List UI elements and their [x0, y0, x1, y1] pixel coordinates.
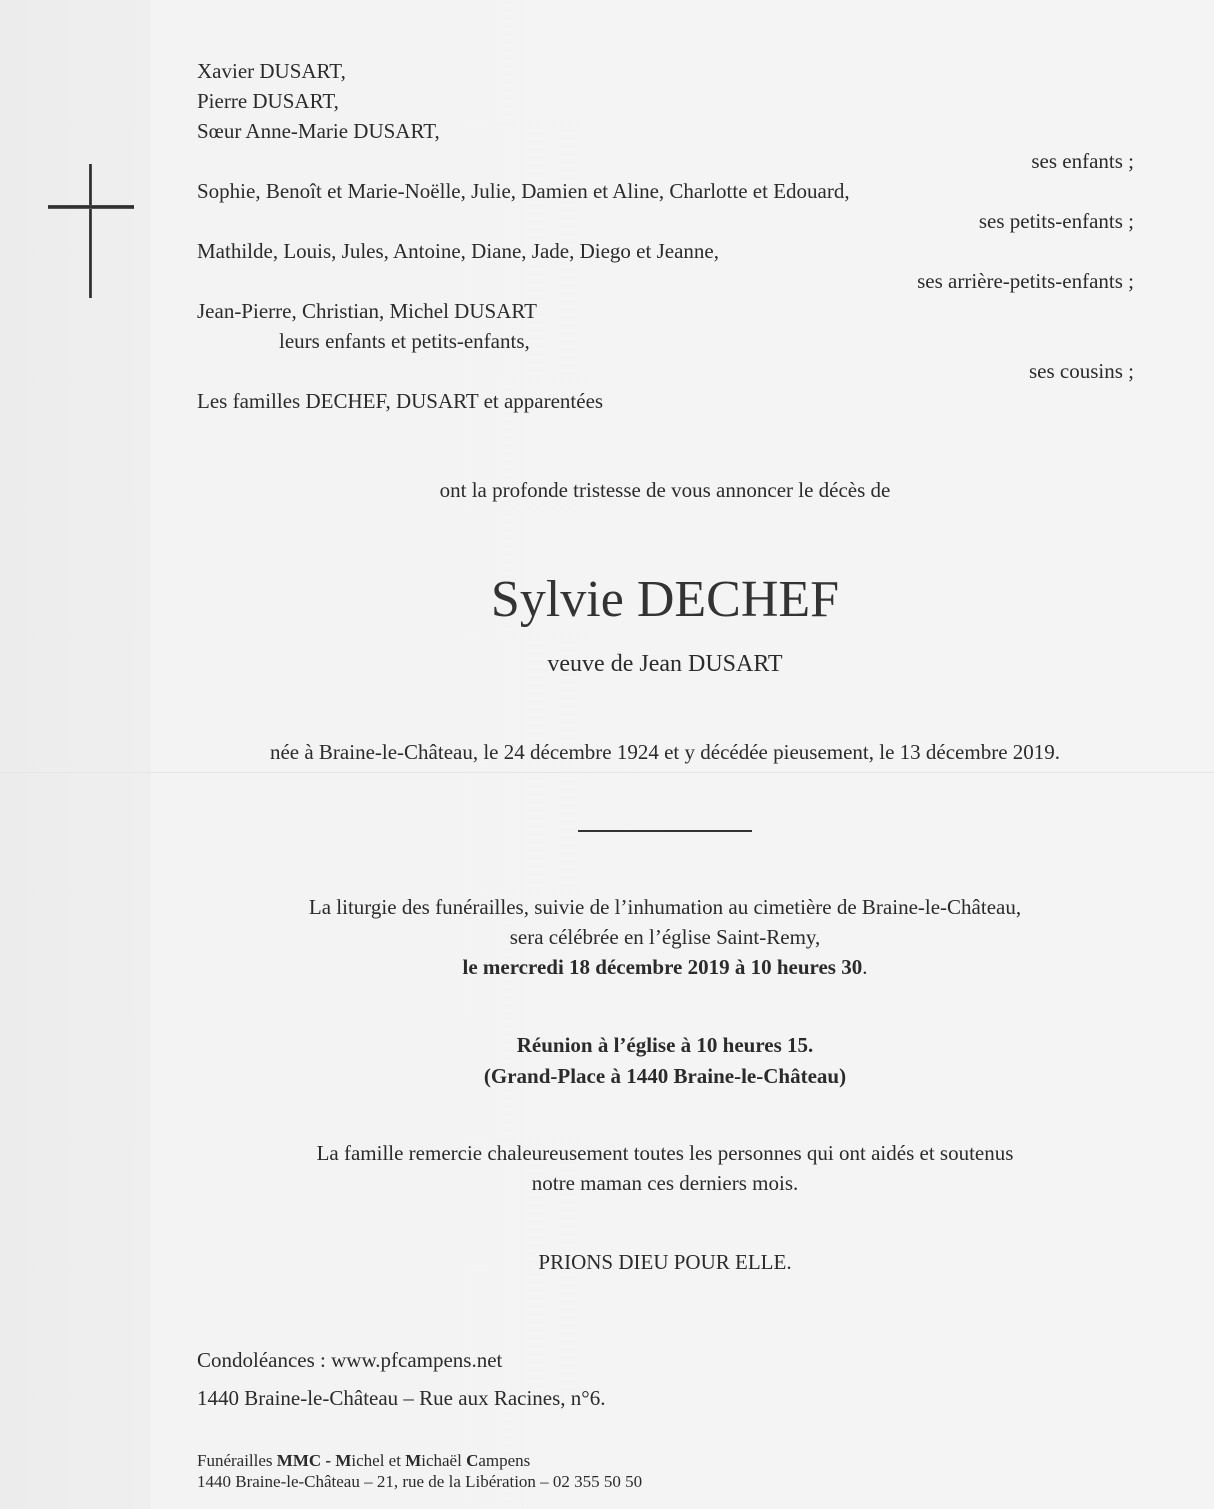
- funeral-home-address: 1440 Braine-le-Château – 21, rue de la Libération – 02 355 50 50: [197, 1472, 643, 1491]
- footer-ichel: ichel et: [351, 1451, 406, 1470]
- ceremony-date-period: .: [862, 955, 868, 979]
- condolences-address: 1440 Braine-le-Château – Rue aux Racines, n°6.: [197, 1386, 606, 1410]
- grandchildren-names: Sophie, Benoît et Marie-Noëlle, Julie, Damien et Aline, Charlotte et Edouard,: [197, 179, 850, 203]
- footer-m2: M: [405, 1451, 422, 1470]
- families-line: Les familles DECHEF, DUSART et apparentées: [197, 389, 604, 413]
- divider: [578, 830, 752, 832]
- footer-prefix: Funérailles: [197, 1451, 277, 1470]
- child-name-1: Xavier DUSART,: [197, 59, 346, 83]
- cousins-children: leurs enfants et petits-enfants,: [279, 329, 530, 353]
- footer-ampens: ampens: [478, 1451, 531, 1470]
- grandchildren-role: ses petits-enfants ;: [978, 209, 1134, 233]
- ceremony-line-1: La liturgie des funérailles, suivie de l’inhumation au cimetière de Braine-le-Château,: [308, 895, 1022, 919]
- great-grandchildren-names: Mathilde, Louis, Jules, Antoine, Diane, Jade, Diego et Jeanne,: [197, 239, 719, 263]
- footer-mmc: MMC - M: [276, 1451, 352, 1470]
- funeral-home-name: [197, 1450, 530, 1472]
- thanks-line-2: notre maman ces derniers mois.: [531, 1171, 799, 1195]
- great-grandchildren-role: ses arrière-petits-enfants ;: [917, 269, 1134, 293]
- announcement-intro: ont la profonde tristesse de vous annoncer le décès de: [439, 478, 891, 502]
- condolences-line: Condoléances : www.pfcampens.net: [197, 1348, 503, 1372]
- ceremony-date-bold: le mercredi 18 décembre 2019 à 10 heures 30: [462, 955, 863, 979]
- meeting-time: Réunion à l’église à 10 heures 15.: [516, 1033, 814, 1057]
- child-name-2: Pierre DUSART,: [197, 89, 339, 113]
- footer-c: C: [466, 1451, 479, 1470]
- prayer-line: PRIONS DIEU POUR ELLE.: [538, 1250, 792, 1274]
- children-role: ses enfants ;: [1031, 149, 1134, 173]
- deceased-name: Sylvie DECHEF: [490, 571, 840, 628]
- thanks-line-1: La famille remercie chaleureusement toutes les personnes qui ont aidés et soutenus: [316, 1141, 1014, 1165]
- cousins-role: ses cousins ;: [1029, 359, 1134, 383]
- ceremony-line-2: sera célébrée en l’église Saint-Remy,: [509, 925, 821, 949]
- ceremony-date: [150, 952, 1180, 982]
- fold-line: [0, 772, 1214, 773]
- footer-ichael: ichaël: [421, 1451, 467, 1470]
- birth-death-dates: née à Braine-le-Château, le 24 décembre 1924 et y décédée pieusement, le 13 décembre 2019.: [269, 740, 1061, 764]
- cousins-names: Jean-Pierre, Christian, Michel DUSART: [197, 299, 537, 323]
- widow-line: veuve de Jean DUSART: [547, 651, 783, 677]
- child-name-3: Sœur Anne-Marie DUSART,: [197, 119, 440, 143]
- meeting-place: (Grand-Place à 1440 Braine-le-Château): [483, 1064, 847, 1088]
